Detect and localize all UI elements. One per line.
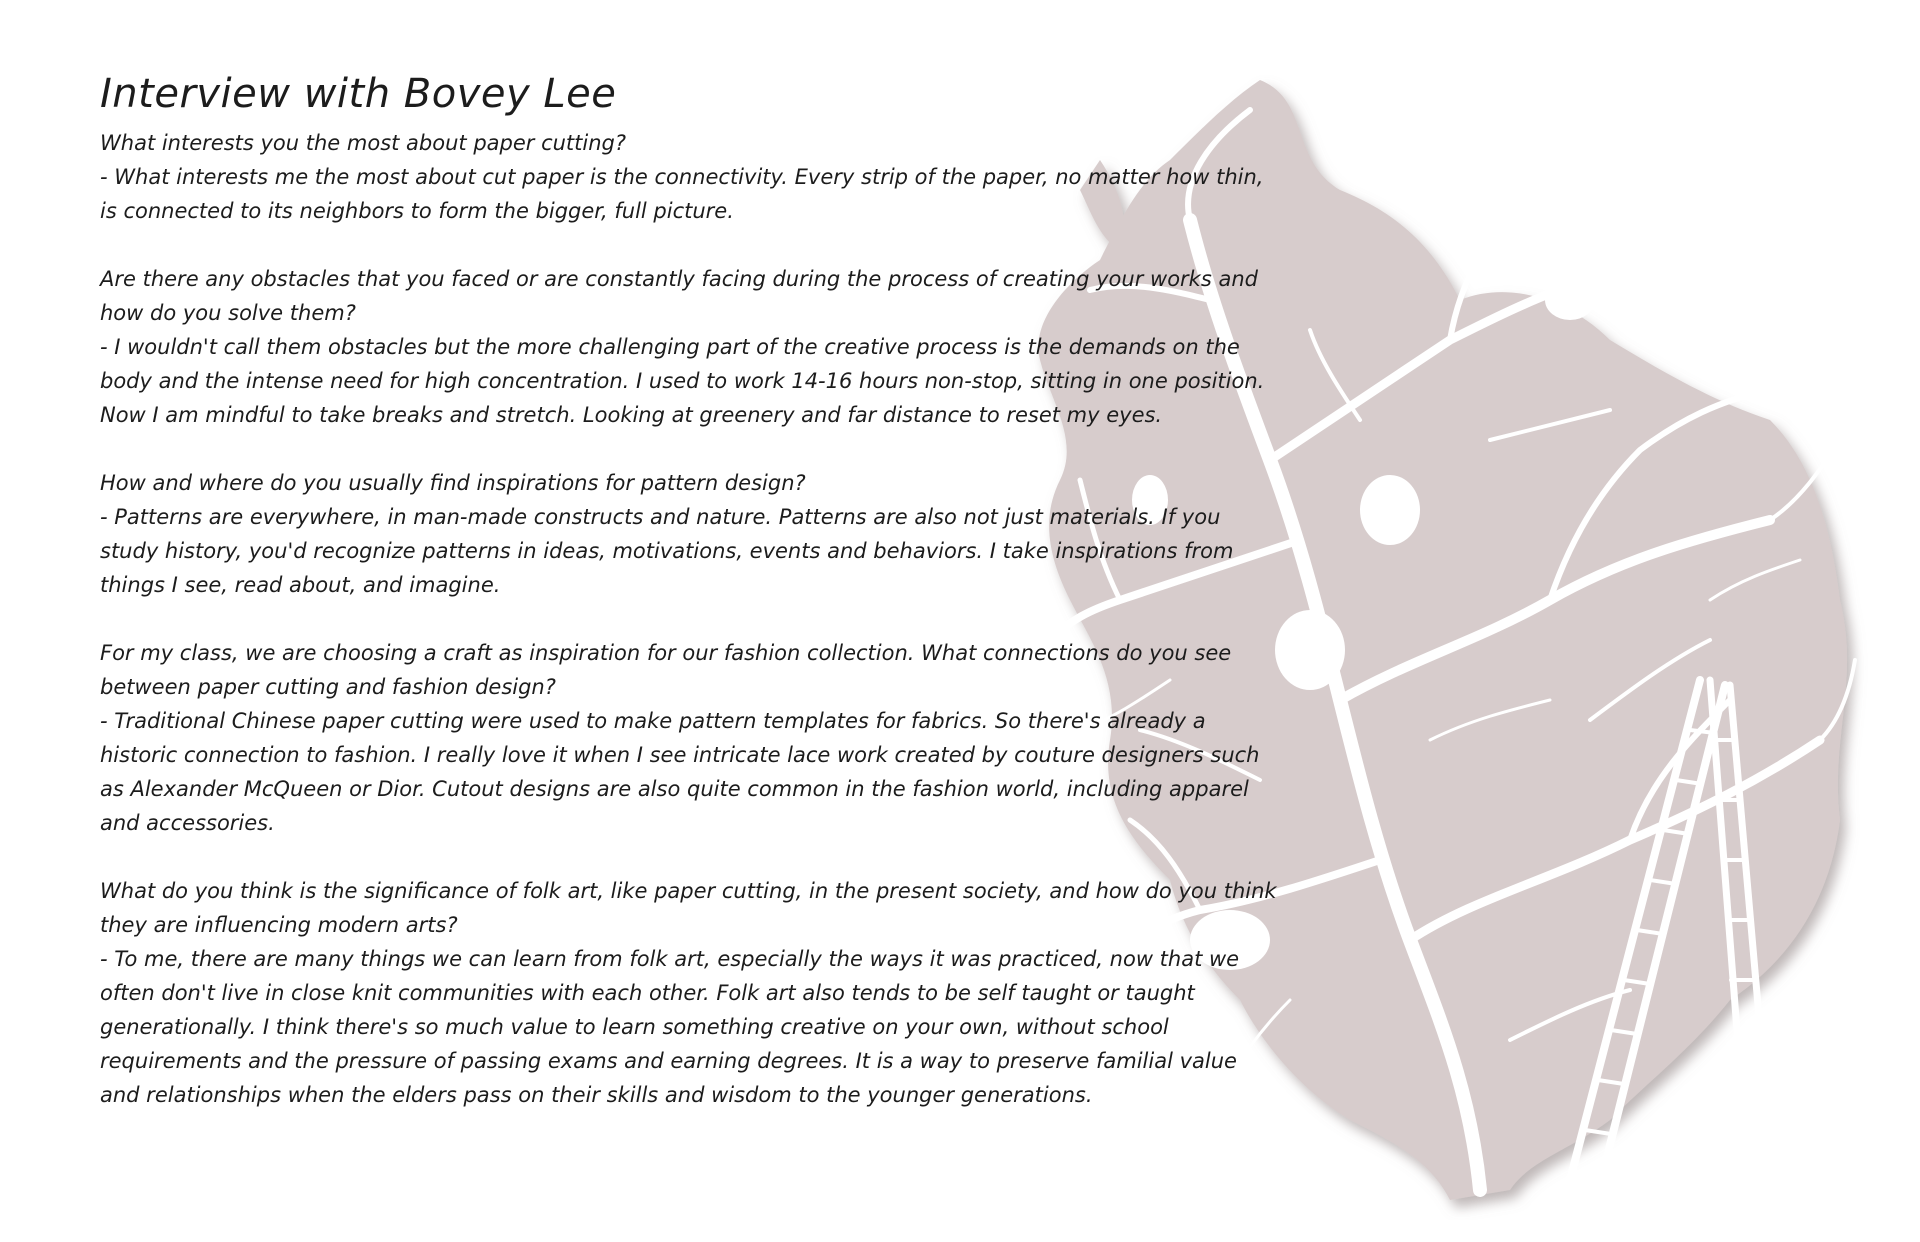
answer: - Patterns are everywhere, in man-made constructs and nature. Patterns are also not just materials. If you study history, you'd recognize patterns in ideas, motivations, events and behaviors. I take inspirations from things I see, read about, and imagine. (100, 505, 1234, 597)
page-title: Interview with Bovey Lee (100, 71, 617, 117)
answer: - Traditional Chinese paper cutting were used to make pattern templates for fabrics. So there's already a historic connection to fashion. I really love it when I see intricate lace work created by couture designers such as Alexander McQueen or Dior. Cutout designs are also quite common in the fashion world, including apparel and accessories. (100, 709, 1260, 835)
qa-item (100, 262, 1280, 432)
answer: - What interests me the most about cut paper is the connectivity. Every strip of the paper, no matter how thin, is connected to its neighbors to form the bigger, full picture. (100, 165, 1264, 223)
answer: - To me, there are many things we can learn from folk art, especially the ways it was practiced, now that we often don't live in close knit communities with each other. Folk art also tends to be self taught or taught generationally. I think there's so much value to learn something creative on your own, without school requirements and the pressure of passing exams and earning degrees. It is a way to preserve familial value and relationships when the elders pass on their skills and wisdom to the younger generations. (100, 947, 1240, 1107)
question: How and where do you usually find inspirations for pattern design? (100, 471, 806, 495)
interview-page (100, 70, 1280, 1146)
question: Are there any obstacles that you faced or are constantly facing during the process of creating your works and how do you solve them? (100, 267, 1258, 325)
qa-item (100, 466, 1280, 602)
qa-item (100, 874, 1280, 1112)
question: What do you think is the significance of folk art, like paper cutting, in the present society, and how do you think they are influencing modern arts? (100, 879, 1277, 937)
answer: - I wouldn't call them obstacles but the more challenging part of the creative process is the demands on the body and the intense need for high concentration. I used to work 14-16 hours non-stop, sitting in one position. Now I am mindful to take breaks and stretch. Looking at greenery and far distance to reset my eyes. (100, 335, 1265, 427)
qa-item (100, 126, 1280, 228)
qa-item (100, 636, 1280, 840)
question: What interests you the most about paper cutting? (100, 131, 627, 155)
question: For my class, we are choosing a craft as inspiration for our fashion collection. What connections do you see between paper cutting and fashion design? (100, 641, 1232, 699)
